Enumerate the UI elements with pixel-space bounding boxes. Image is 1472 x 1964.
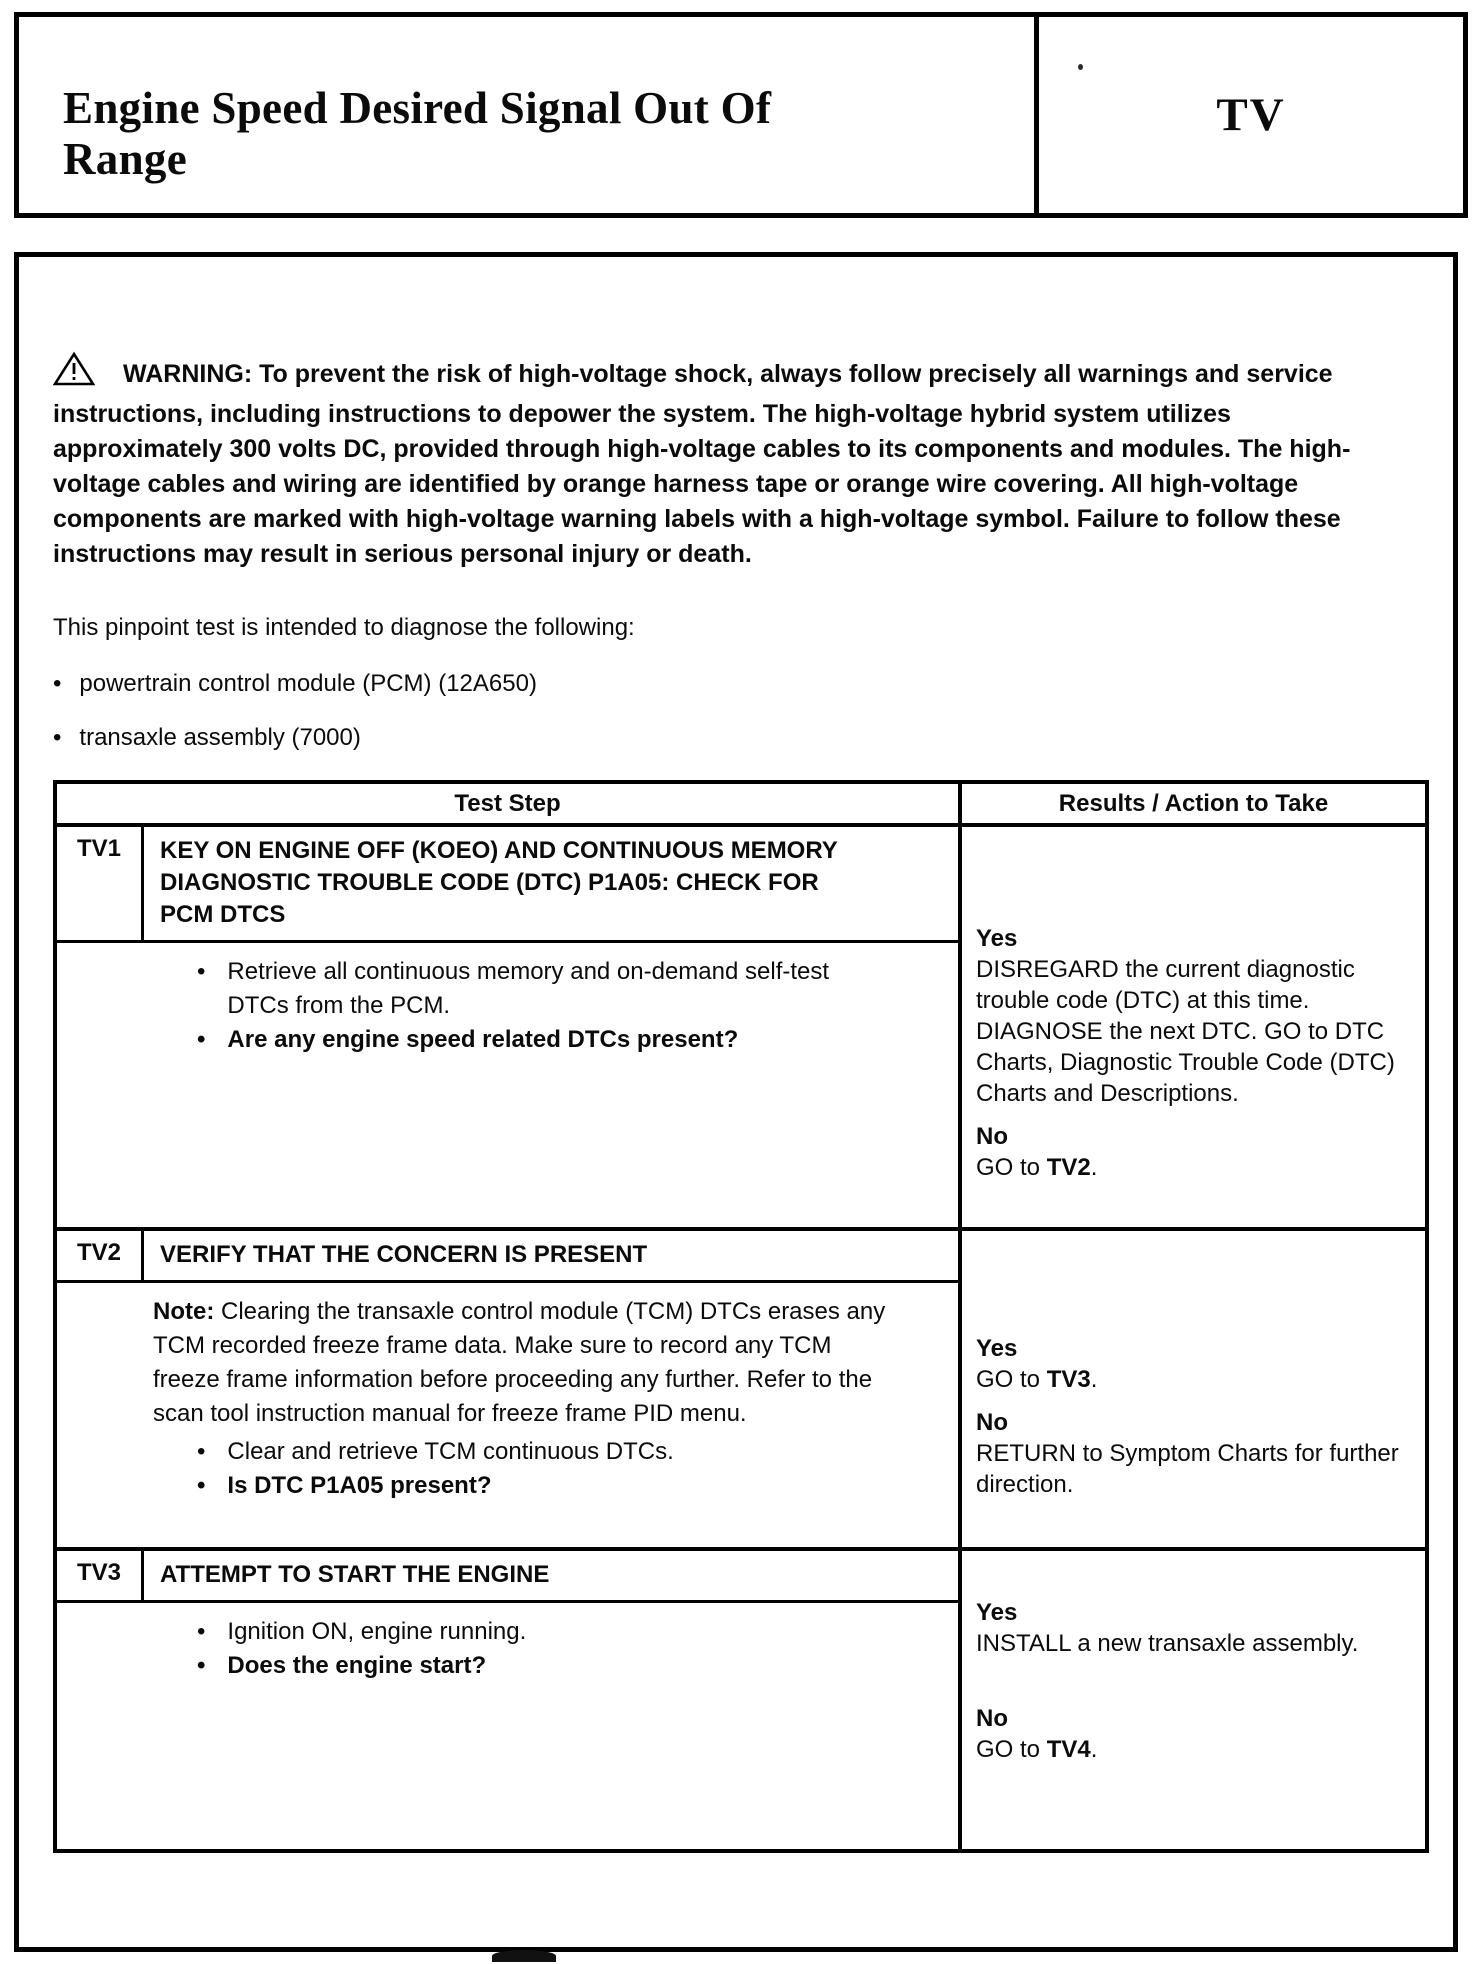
column-header-test-step: Test Step [57,784,962,823]
test-step-question: • Does the engine start? [197,1649,888,1683]
no-label: No [976,1123,1008,1150]
test-step-body [57,1603,958,1849]
column-header-results: Results / Action to Take [1058,790,1329,817]
warning-label: WARNING: [123,360,253,388]
title-cell [19,17,1034,213]
page-title: Engine Speed Desired Signal Out Of Range [63,83,772,185]
test-step-cell [57,1551,962,1849]
results-cell [962,827,1425,1227]
high-voltage-warning [53,351,1363,572]
test-step-item: • Ignition ON, engine running. [197,1615,888,1649]
test-step-header [57,1551,958,1603]
test-step-header [57,827,958,943]
no-label: No [976,1705,1008,1732]
test-row-tv3 [57,1551,1425,1849]
test-step-question: • Is DTC P1A05 present? [197,1469,888,1503]
no-action: RETURN to Symptom Charts for further direction. [976,1440,1399,1498]
test-step-title: ATTEMPT TO START THE ENGINE [160,1561,550,1588]
results-cell [962,1551,1425,1849]
test-step-body [57,943,958,1227]
test-step-item: • Retrieve all continuous memory and on-demand self-test DTCs from the PCM. [197,955,888,1023]
table-header-row [57,784,1425,827]
yes-label: Yes [976,1335,1018,1362]
test-row-tv1 [57,827,1425,1231]
test-step-header [57,1231,958,1283]
test-step-list [197,1435,888,1503]
document-header [14,12,1468,218]
yes-label: Yes [976,925,1018,952]
test-step-id: TV3 [57,1551,144,1600]
test-step-note: Note: Clearing the transaxle control module (TCM) DTCs erases any TCM recorded freeze frame data. Make sure to record any TCM freeze frame information before proceeding any further. Refer to the scan tool instruction manual for freeze frame PID menu. [153,1298,886,1427]
test-step-title: VERIFY THAT THE CONCERN IS PRESENT [160,1241,648,1268]
intro-lead: This pinpoint test is intended to diagnose the following: [53,614,635,641]
content-box [14,252,1458,1952]
test-row-tv2 [57,1231,1425,1551]
test-step-cell [57,827,962,1227]
test-step-question: • Are any engine speed related DTCs present? [197,1023,888,1057]
no-label: No [976,1409,1008,1436]
warning-triangle-icon [53,351,95,397]
yes-action: INSTALL a new transaxle assembly. [976,1630,1359,1657]
test-step-list [197,1615,888,1683]
pinpoint-test-table [53,780,1429,1853]
test-step-list [197,955,888,1057]
yes-action: DISREGARD the current diagnostic trouble code (DTC) at this time. DIAGNOSE the next DTC. GO to DTC Charts, Diagnostic Trouble Code (DTC) Charts and Descriptions. [976,956,1395,1107]
yes-label: Yes [976,1599,1018,1626]
results-cell [962,1231,1425,1547]
test-step-body [57,1283,958,1547]
test-step-title: KEY ON ENGINE OFF (KOEO) AND CONTINUOUS MEMORY DIAGNOSTIC TROUBLE CODE (DTC) P1A05: CHECK FOR PCM DTCS [160,837,838,928]
test-step-item: • Clear and retrieve TCM continuous DTCs. [197,1435,888,1469]
yes-action: GO to TV3. [976,1366,1098,1393]
diagnosed-components-list [53,670,1419,752]
list-item: • powertrain control module (PCM) (12A650) [53,670,1419,698]
no-action: GO to TV2. [976,1154,1098,1181]
test-step-id: TV2 [57,1231,144,1280]
test-step-cell [57,1231,962,1547]
warning-text: To prevent the risk of high-voltage shock, always follow precisely all warnings and service instructions, including instructions to depower the system. The high-voltage hybrid system utilizes approximately 300 volts DC, provided through high-voltage cables to its components and modules. The high-voltage cables and wiring are identified by orange harness tape or orange wire covering. All high-voltage components are marked with high-voltage warning labels with a high-voltage symbol. Failure to follow these instructions may result in serious personal injury or death. [53,360,1351,568]
scan-artifact-dot [1078,64,1083,70]
scan-artifact-smudge [492,1950,556,1962]
test-step-id: TV1 [57,827,144,940]
test-code-cell [1034,17,1463,213]
pinpoint-test-code: TV [1216,89,1286,141]
list-item: • transaxle assembly (7000) [53,724,1419,752]
no-action: GO to TV4. [976,1736,1098,1763]
